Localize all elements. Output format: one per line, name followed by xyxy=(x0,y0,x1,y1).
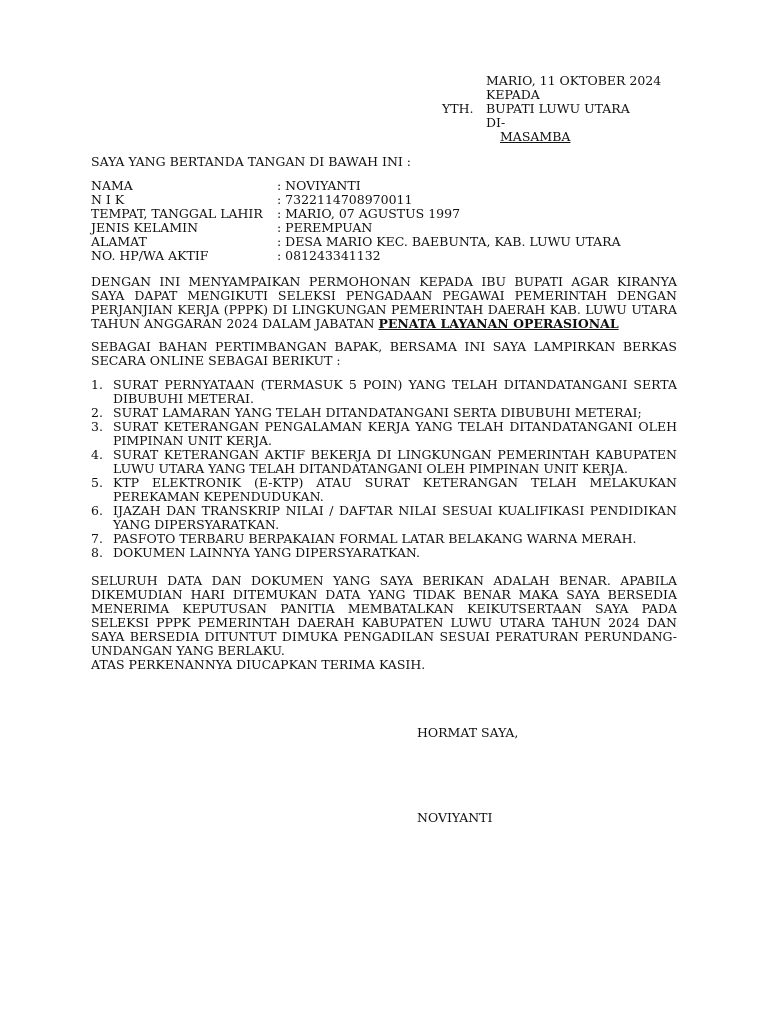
kepada-label: KEPADA xyxy=(486,87,540,102)
identity-value: : 081243341132 xyxy=(277,248,381,263)
recipient-city: MASAMBA xyxy=(500,129,571,144)
list-item xyxy=(91,420,677,448)
list-text: KTP ELEKTRONIK (E-KTP) ATAU SURAT KETERANGAN TELAH MELAKUKAN PEREKAMAN KEPENDUDUKAN. xyxy=(113,475,677,504)
list-number: 8. xyxy=(91,545,103,560)
identity-value: : MARIO, 07 AGUSTUS 1997 xyxy=(277,206,461,221)
identity-row xyxy=(91,221,621,235)
list-number: 3. xyxy=(91,419,103,434)
list-item xyxy=(91,448,677,476)
thanks-line: ATAS PERKENANNYA DIUCAPKAN TERIMA KASIH. xyxy=(91,657,426,672)
identity-row xyxy=(91,193,621,207)
identity-table xyxy=(91,179,621,263)
list-item xyxy=(91,532,677,546)
identity-label: NO. HP/WA AKTIF xyxy=(91,248,209,263)
identity-label: TEMPAT, TANGGAL LAHIR xyxy=(91,206,263,221)
list-item xyxy=(91,378,677,406)
statement-block xyxy=(91,574,677,672)
identity-row xyxy=(91,179,621,193)
list-text: DOKUMEN LAINNYA YANG DIPERSYARATKAN. xyxy=(113,545,421,560)
place-date: MARIO, 11 OKTOBER 2024 xyxy=(486,73,662,88)
position-title: PENATA LAYANAN OPERASIONAL xyxy=(378,316,619,331)
di-label: DI- xyxy=(486,115,506,130)
list-text: PASFOTO TERBARU BERPAKAIAN FORMAL LATAR BELAKANG WARNA MERAH. xyxy=(113,531,637,546)
attachments-intro: SEBAGAI BAHAN PERTIMBANGAN BAPAK, BERSAMA INI SAYA LAMPIRKAN BERKAS SECARA ONLINE SEBAGAI BERIKUT : xyxy=(91,339,677,368)
identity-label: JENIS KELAMIN xyxy=(91,220,199,235)
list-item xyxy=(91,476,677,504)
identity-label: N I K xyxy=(91,192,125,207)
identity-label: NAMA xyxy=(91,178,133,193)
list-number: 7. xyxy=(91,531,103,546)
intro-text: SAYA YANG BERTANDA TANGAN DI BAWAH INI : xyxy=(91,154,412,169)
request-text: DENGAN INI MENYAMPAIKAN PERMOHONAN KEPADA IBU BUPATI AGAR KIRANYA SAYA DAPAT MENGIKUTI SELEKSI PENGADAAN PEGAWAI PEMERINTAH DENGAN PERJANJIAN KERJA (PPPK) DI LINGKUNGAN PEMERINTAH DAERAH KAB. LUWU UTARA TAHUN ANGGARAN 2024 DALAM JABATAN xyxy=(91,274,677,331)
letter-header xyxy=(486,74,661,144)
list-item xyxy=(91,406,677,420)
yth-label: YTH. xyxy=(442,101,474,116)
request-paragraph xyxy=(91,275,677,331)
identity-row xyxy=(91,235,621,249)
closing-salutation: HORMAT SAYA, xyxy=(417,725,519,740)
identity-value: : DESA MARIO KEC. BAEBUNTA, KAB. LUWU UTARA xyxy=(277,234,621,249)
list-number: 5. xyxy=(91,475,103,490)
identity-value: : NOVIYANTI xyxy=(277,178,361,193)
identity-value: : PEREMPUAN xyxy=(277,220,373,235)
list-text: SURAT LAMARAN YANG TELAH DITANDATANGANI SERTA DIBUBUHI METERAI; xyxy=(113,405,642,420)
list-text: SURAT KETERANGAN PENGALAMAN KERJA YANG TELAH DITANDATANGANI OLEH PIMPINAN UNIT KERJA. xyxy=(113,419,677,448)
list-item xyxy=(91,504,677,532)
list-text: SURAT PERNYATAAN (TERMASUK 5 POIN) YANG TELAH DITANDATANGANI SERTA DIBUBUHI METERAI. xyxy=(113,377,677,406)
list-text: SURAT KETERANGAN AKTIF BEKERJA DI LINGKUNGAN PEMERINTAH KABUPATEN LUWU UTARA YANG TELAH DITANDATANGANI OLEH PIMPINAN UNIT KERJA. xyxy=(113,447,677,476)
identity-row xyxy=(91,207,621,221)
recipient: BUPATI LUWU UTARA xyxy=(486,101,630,116)
signer-name: NOVIYANTI xyxy=(417,810,493,825)
attachments-list xyxy=(91,378,677,560)
identity-row xyxy=(91,249,621,263)
list-text: IJAZAH DAN TRANSKRIP NILAI / DAFTAR NILAI SESUAI KUALIFIKASI PENDIDIKAN YANG DIPERSYARATKAN. xyxy=(113,503,677,532)
identity-label: ALAMAT xyxy=(91,234,147,249)
list-number: 6. xyxy=(91,503,103,518)
list-number: 2. xyxy=(91,405,103,420)
identity-value: : 7322114708970011 xyxy=(277,192,413,207)
list-number: 1. xyxy=(91,377,103,392)
list-item xyxy=(91,546,677,560)
statement-paragraph: SELURUH DATA DAN DOKUMEN YANG SAYA BERIKAN ADALAH BENAR. APABILA DIKEMUDIAN HARI DITEMUKAN DATA YANG TIDAK BENAR MAKA SAYA BERSEDIA MENERIMA KEPUTUSAN PANITIA MEMBATALKAN KEIKUTSERTAAN SAYA PADA SELEKSI PPPK PEMERINTAH DAERAH KABUPATEN LUWU UTARA TAHUN 2024 DAN SAYA BERSEDIA DITUNTUT DIMUKA PENGADILAN SESUAI PERATURAN PERUNDANG-UNDANGAN YANG BERLAKU. xyxy=(91,573,677,658)
list-number: 4. xyxy=(91,447,103,462)
